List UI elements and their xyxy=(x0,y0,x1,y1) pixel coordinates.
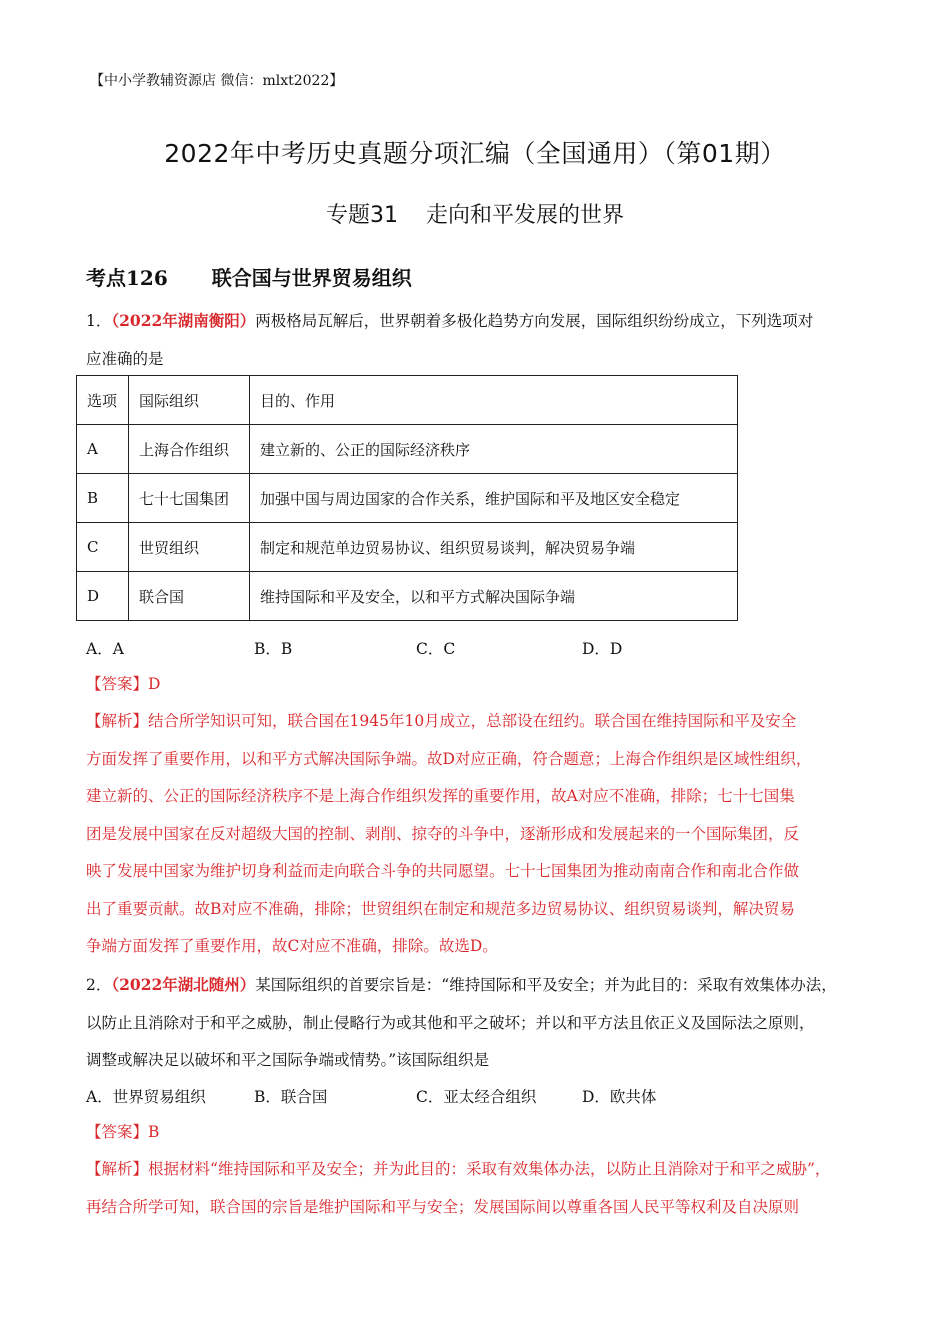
table-row xyxy=(77,474,738,523)
q2-option-b: B．联合国 xyxy=(254,1088,328,1106)
q2-option-c: C．亚太经合组织 xyxy=(416,1088,537,1106)
q1-analysis-line: 结合所学知识可知，联合国在1945年10月成立，总部设在纽约。联合国在维持国际和平及安全 xyxy=(148,712,797,730)
table-row xyxy=(77,523,738,572)
table-cell: D xyxy=(77,572,129,621)
q2-stem-line1: 某国际组织的首要宗旨是：“维持国际和平及安全；并为此目的：采取有效集体办法， xyxy=(255,976,837,994)
q2-stem xyxy=(86,966,866,1080)
table-cell: 制定和规范单边贸易协议、组织贸易谈判，解决贸易争端 xyxy=(250,523,738,572)
q2-analysis-line: 再结合所学可知，联合国的宗旨是维护国际和平与安全；发展国际间以尊重各国人民平等权利及自决原则 xyxy=(86,1197,800,1216)
table-cell: 世贸组织 xyxy=(129,523,250,572)
q2-source: （2022年湖北随州） xyxy=(111,975,256,994)
q1-answer-value: D xyxy=(148,675,161,693)
table-cell: C xyxy=(77,523,129,572)
q2-analysis-line: 根据材料“维持国际和平及安全；并为此目的：采取有效集体办法，以防止且消除对于和平之威胁”， xyxy=(148,1160,831,1178)
q1-option-b: B．B xyxy=(254,640,293,658)
q1-table xyxy=(76,375,738,621)
table-cell: B xyxy=(77,474,129,523)
q1-analysis-line: 争端方面发挥了重要作用，故C对应不准确，排除。故选D。 xyxy=(86,937,498,955)
page-title: 2022年中考历史真题分项汇编（全国通用）（第01期） xyxy=(164,139,786,168)
q1-number: 1． xyxy=(86,312,112,330)
q1-answer xyxy=(86,666,866,704)
q1-stem xyxy=(86,302,866,378)
q2-option-d: D．欧共体 xyxy=(582,1088,657,1106)
topic-subtitle xyxy=(0,198,950,229)
q2-answer xyxy=(86,1114,866,1152)
table-cell: 建立新的、公正的国际经济秩序 xyxy=(250,425,738,474)
table-cell: 联合国 xyxy=(129,572,250,621)
q1-analysis-line: 方面发挥了重要作用，以和平方式解决国际争端。故D对应正确，符合题意；上海合作组织是区域性组织， xyxy=(86,749,812,768)
q1-option-d: D．D xyxy=(582,640,623,658)
q1-analysis-line: 建立新的、公正的国际经济秩序不是上海合作组织发挥的重要作用，故A对应不准确，排除；七十七国集 xyxy=(86,787,795,805)
q1-analysis-line: 映了发展中国家为维护切身利益而走向联合斗争的共同愿望。七十七国集团为推动南南合作和南北合作做 xyxy=(86,862,800,880)
table-cell: A xyxy=(77,425,129,474)
q2-answer-label: 【答案】 xyxy=(86,1123,149,1141)
table-header-cell: 选项 xyxy=(77,376,129,425)
q2-stem-line3: 调整或解决足以破坏和平之国际争端或情势。”该国际组织是 xyxy=(86,1051,490,1069)
q1-stem-line2: 应准确的是 xyxy=(86,349,164,368)
table-cell: 上海合作组织 xyxy=(129,425,250,474)
q1-analysis-line: 出了重要贡献。故B对应不准确，排除；世贸组织在制定和规范多边贸易协议、组织贸易谈判，解决贸易 xyxy=(86,899,795,918)
table-cell: 七十七国集团 xyxy=(129,474,250,523)
q2-stem-line2: 以防止且消除对于和平之威胁，制止侵略行为或其他和平之破坏；并以和平方法且依正义及国际法之原则， xyxy=(86,1013,815,1032)
section-heading xyxy=(86,262,412,291)
q1-source: （2022年湖南衡阳） xyxy=(111,311,256,330)
section-name: 联合国与世界贸易组织 xyxy=(211,266,412,290)
table-header-row xyxy=(77,376,738,425)
q1-answer-label: 【答案】 xyxy=(86,675,149,693)
table-row xyxy=(77,572,738,621)
table-cell: 维持国际和平及安全，以和平方式解决国际争端 xyxy=(250,572,738,621)
table-header-cell: 国际组织 xyxy=(129,376,250,425)
q2-number: 2． xyxy=(86,976,112,994)
q2-analysis xyxy=(86,1151,866,1226)
q2-option-a: A．世界贸易组织 xyxy=(86,1088,206,1106)
q1-stem-line1: 两极格局瓦解后，世界朝着多极化趋势方向发展，国际组织纷纷成立，下列选项对 xyxy=(255,312,814,330)
topic-number: 专题31 xyxy=(325,203,398,228)
q1-option-a: A．A xyxy=(86,640,124,658)
q2-analysis-label: 【解析】 xyxy=(86,1160,149,1178)
table-header-cell: 目的、作用 xyxy=(250,376,738,425)
header-note: 【中小学教辅资源店 微信：mlxt2022】 xyxy=(90,73,344,89)
table-row xyxy=(77,425,738,474)
topic-name: 走向和平发展的世界 xyxy=(425,203,624,228)
q1-analysis-line: 团是发展中国家在反对超级大国的控制、剥削、掠夺的斗争中，逐渐形成和发展起来的一个国际集团，反 xyxy=(86,824,800,843)
q1-option-c: C．C xyxy=(416,640,456,658)
q1-analysis xyxy=(86,703,866,966)
q1-analysis-label: 【解析】 xyxy=(86,712,149,730)
table-cell: 加强中国与周边国家的合作关系，维护国际和平及地区安全稳定 xyxy=(250,474,738,523)
section-label: 考点126 xyxy=(86,266,168,290)
q2-answer-value: B xyxy=(148,1123,160,1141)
